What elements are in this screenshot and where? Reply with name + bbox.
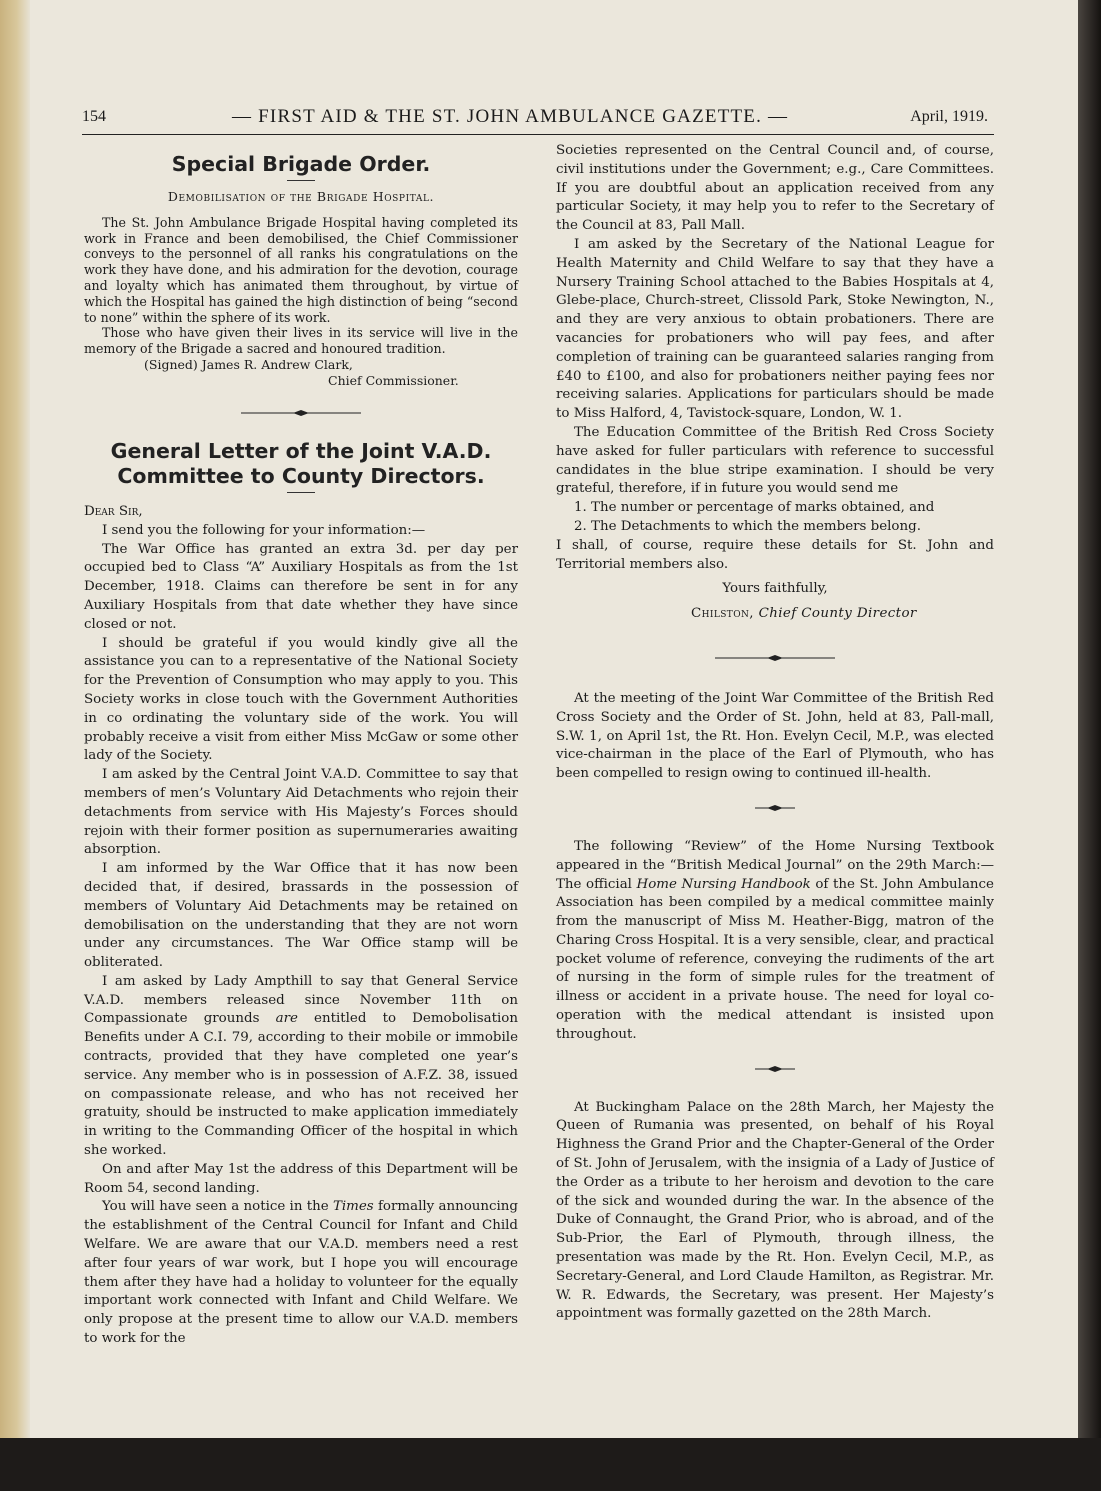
letter-paragraph: I am asked by the Secretary of the National League for Health Maternity and Child Welfare to say that they have a Nursery Training School attached to the Babies Hospitals at 4, Glebe-place, Church-street, Clissold Park, Stoke Newington, N., and they are very anxious to obtain probationers. There are vacancies for probationers who will pay fees, and after completion of training can be guaranteed salaries ranging from £40 to £100, and also for probationers neither paying fees nor receiving salaries. Applications for particulars should be made to Miss Halford, 4, Tavistock-square, London, W. 1. [556,236,994,422]
book-edge-right [1078,0,1101,1491]
order-signer-title: Chief Commissioner. [328,372,459,388]
letter-paragraph: The War Office has granted an extra 3d. per day per occupied bed to Class “A” Auxiliary Hospitals as from the 1st December, 1918. Claims can therefore be sent in for any Auxiliary Hospitals from that date whether they have since closed or not. [84,541,518,632]
order-paragraph: The St. John Ambulance Brigade Hospital having completed its work in France and been demobilised, the Chief Commissioner conveys to the personnel of all ranks his congratulations on the work they have done, and his admiration for the devotion, courage and loyalty which has animated them throughout, by virtue of which the Hospital has gained the high distinction of being “second to none” within the sphere of its work. [84,214,518,325]
section-divider-small [556,802,994,816]
section-divider [556,652,994,666]
special-brigade-order-title: Special Brigade Order. [171,152,431,176]
buckingham-palace-paragraph: At Buckingham Palace on the 28th March, her Majesty the Queen of Rumania was presented, on behalf of his Royal Highness the Grand Prior and the Chapter-General of the Order of St. John of Jerusalem, with the insignia of a Lady of Justice of the Order as a tribute to her heroism and devotion to the care of the sick and wounded during the war. In the absence of the Duke of Connaught, the Grand Prior, who is abroad, and of the Sub-Prior, the Earl of Plymouth, through illness, the presentation was made by the Rt. Hon. Evelyn Cecil, M.P., as Secretary-General, and Lord Claude Hamilton, as Registrar. Mr. W. R. Edwards, the Secretary, was present. Her Majesty’s appointment was formally gazetted on the 28th March. [556,1099,994,1322]
right-column [556,142,994,1324]
order-signature: (Signed) James R. Andrew Clark, [144,356,353,372]
page-number: 154 [82,108,106,125]
section-divider-small [556,1063,994,1077]
general-letter-title-line2: Committee to County Directors. [117,463,485,488]
letter-paragraph: I am asked by the Central Joint V.A.D. Committee to say that members of men’s Voluntary Aid Detachments who rejoin their detachments from service with His Majesty’s Forces should rejoin with their former position as supernumeraries awaiting absorption. [84,767,518,858]
letter-paragraph: I am asked by Lady Ampthill to say that General Service V.A.D. members released since November 11th on Compassionate grounds are entitled to Demobolisation Benefits under A C.I. 79, according to their mobile or immobile contracts, provided that they have completed one year’s service. Any member who is in possession of A.F.Z. 38, issued on compassionate release, and who has not received her gratuity, should be instructed to make application immediately in writing to the Commanding Officer of the hospital in which she worked. [84,973,518,1159]
list-item: 2. The Detachments to which the members belong. [574,518,921,534]
letter-paragraph: I am informed by the War Office that it has now been decided that, if desired, brassards in the possession of members of Voluntary Aid Detachments may be retained on demobilisation on the understanding that they are not worn under any circumstances. The War Office stamp will be obliterated. [84,861,518,971]
publication-title: — FIRST AID & THE ST. JOHN AMBULANCE GAZETTE. — [232,106,789,127]
letter-closing: Yours faithfully, [722,581,828,597]
order-paragraph: Those who have given their lives in its service will live in the memory of the Brigade a sacred and honoured tradition. [84,325,518,357]
demobilisation-subtitle: Demobilisation of the Brigade Hospital. [167,189,435,204]
letter-signer: Chilston, Chief County Director [691,606,917,622]
binding-spine [0,0,30,1438]
letter-paragraph: The Education Committee of the British Red Cross Society have asked for fuller particulars with reference to successful candidates in the blue stripe examination. I should be very grateful, therefore, if in future you would send me [556,424,994,497]
letter-paragraph: I shall, of course, require these details for St. John and Territorial members also. [556,537,994,572]
issue-date: April, 1919. [910,108,988,125]
letter-salutation: Dear Sir, [84,503,143,519]
letter-paragraph: I send you the following for your information:— [102,522,426,538]
list-item: 1. The number or percentage of marks obtained, and [574,500,935,516]
nursing-review-paragraph: The following “Review” of the Home Nursing Textbook appeared in the “British Medical Journal” on the 29th March:—The official Home Nursing Handbook of the St. John Ambulance Association has been compiled by a medical committee mainly from the manuscript of Miss M. Heather-Bigg, matron of the Charing Cross Hospital. It is a very sensible, clear, and practical pocket volume of reference, conveying the rudiments of the art of nursing in the form of simple rules for the treatment of illness or accident in a private house. The need for loyal co-operation with the medical attendant is insisted upon throughout. [556,838,994,1042]
section-divider [84,407,518,421]
book-edge-bottom [0,1438,1101,1491]
joint-war-committee-paragraph: At the meeting of the Joint War Committee of the British Red Cross Society and the Order of St. John, held at 83, Pall-mall, S.W. 1, on April 1st, the Rt. Hon. Evelyn Cecil, M.P., was elected vice-chairman in the place of the Earl of Plymouth, who has been compelled to resign owing to continued ill-health. [556,690,994,782]
letter-paragraph: On and after May 1st the address of this Department will be Room 54, second landing. [84,1161,518,1196]
left-column [84,142,518,1349]
letter-paragraph: I should be grateful if you would kindly give all the assistance you can to a representative of the National Society for the Prevention of Consumption who may apply to you. This Society works in close touch with the Government Authorities in co ordinating the voluntary side of the work. You will probably receive a visit from either Miss McGaw or some other lady of the Society. [84,635,518,764]
page-header [82,106,994,135]
letter-paragraph-continued: Societies represented on the Central Council and, of course, civil institutions under the Government; e.g., Care Committees. If you are doubtful about an application received from any particular Society, it may help you to refer to the Secretary of the Council at 83, Pall Mall. [556,143,994,234]
letter-paragraph: You will have seen a notice in the Times formally announcing the establishment of the Central Council for Infant and Child Welfare. We are aware that our V.A.D. members need a rest after four years of war work, but I hope you will encourage them after they have had a holiday to volunteer for the equally important work connected with Infant and Child Welfare. We only propose at the present time to allow our V.A.D. members to work for the [84,1199,519,1347]
title-rule [287,492,315,493]
title-rule [287,180,315,181]
general-letter-title-line1: General Letter of the Joint V.A.D. [110,438,492,463]
